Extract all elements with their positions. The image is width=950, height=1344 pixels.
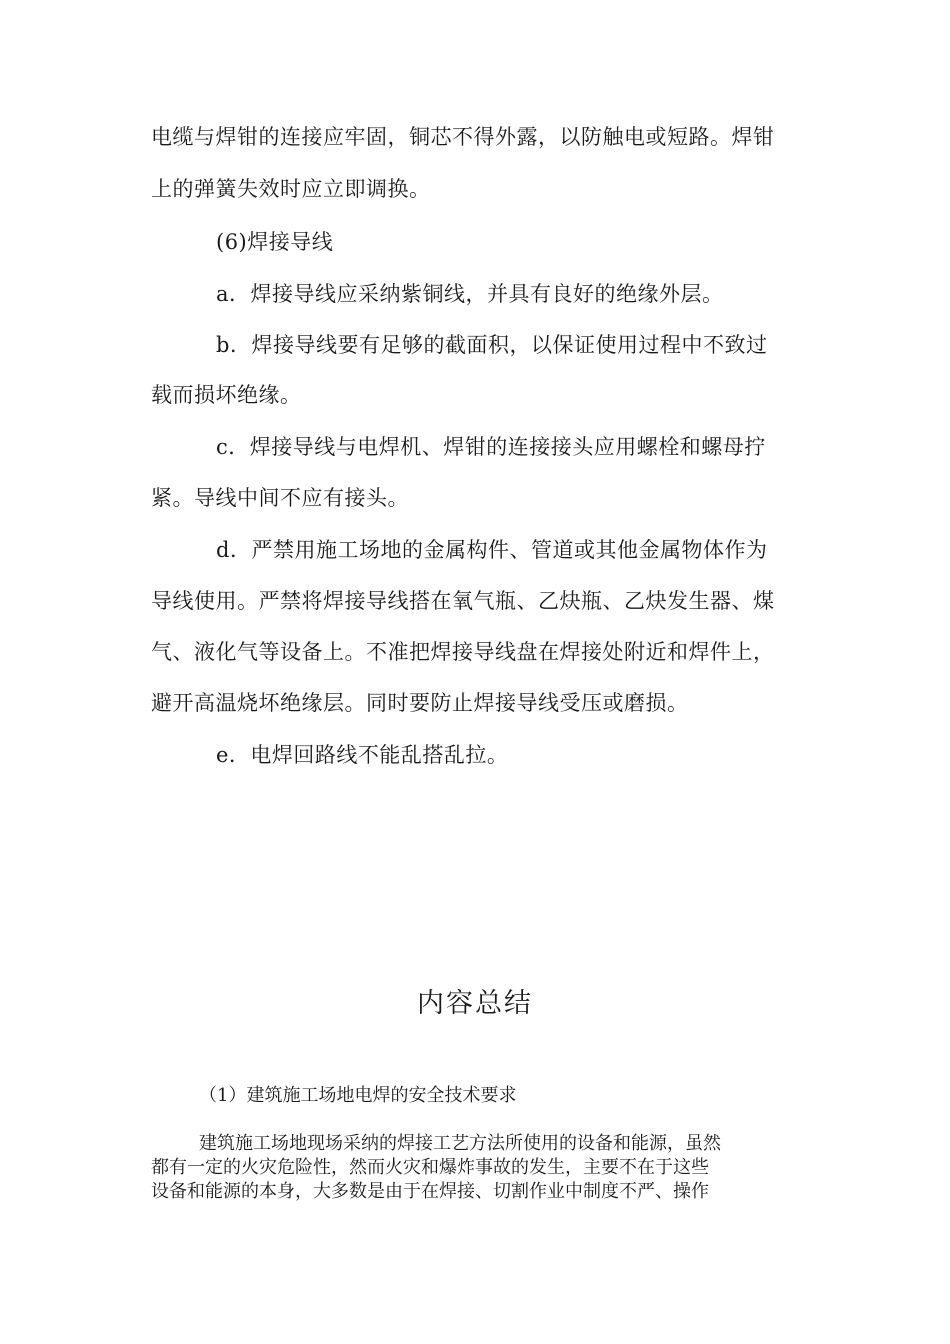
summary-title: 内容总结 xyxy=(417,988,533,1019)
list-item-d: d．严禁用施工场地的金属构件、管道或其他金属物体作为 xyxy=(216,538,768,562)
body-line: 电缆与焊钳的连接应牢固，铜芯不得外露，以防触电或短路。焊钳 xyxy=(151,125,775,149)
body-line: 载而损坏绝缘。 xyxy=(151,383,302,407)
body-line: 气、液化气等设备上。不准把焊接导线盘在焊接处附近和焊件上， xyxy=(151,640,775,664)
body-line: 上的弹簧失效时应立即调换。 xyxy=(151,177,431,201)
summary-line: 建筑施工场地现场采纳的焊接工艺方法所使用的设备和能源，虽然 xyxy=(199,1133,721,1154)
list-item-a: a．焊接导线应采纳紫铜线，并具有良好的绝缘外层。 xyxy=(216,282,724,306)
summary-line: 设备和能源的本身，大多数是由于在焊接、切割作业中制度不严、操作 xyxy=(151,1181,709,1202)
body-line: 导线使用。严禁将焊接导线搭在氧气瓶、乙炔瓶、乙炔发生器、煤 xyxy=(151,589,775,613)
list-item-e: e．电焊回路线不能乱搭乱拉。 xyxy=(216,743,509,767)
summary-line: 都有一定的火灾危险性，然而火灾和爆炸事故的发生，主要不在于这些 xyxy=(151,1157,709,1178)
summary-paragraph xyxy=(151,1132,801,1204)
summary-heading: （1）建筑施工场地电焊的安全技术要求 xyxy=(199,1085,517,1106)
list-item-b: b．焊接导线要有足够的截面积，以保证使用过程中不致过 xyxy=(216,333,768,357)
section-heading: (6)焊接导线 xyxy=(216,230,334,254)
body-line: 避开高温烧坏绝缘层。同时要防止焊接导线受压或磨损。 xyxy=(151,691,689,715)
list-item-c: c．焊接导线与电焊机、焊钳的连接接头应用螺栓和螺母拧 xyxy=(216,435,766,459)
body-line: 紧。导线中间不应有接头。 xyxy=(151,486,409,510)
